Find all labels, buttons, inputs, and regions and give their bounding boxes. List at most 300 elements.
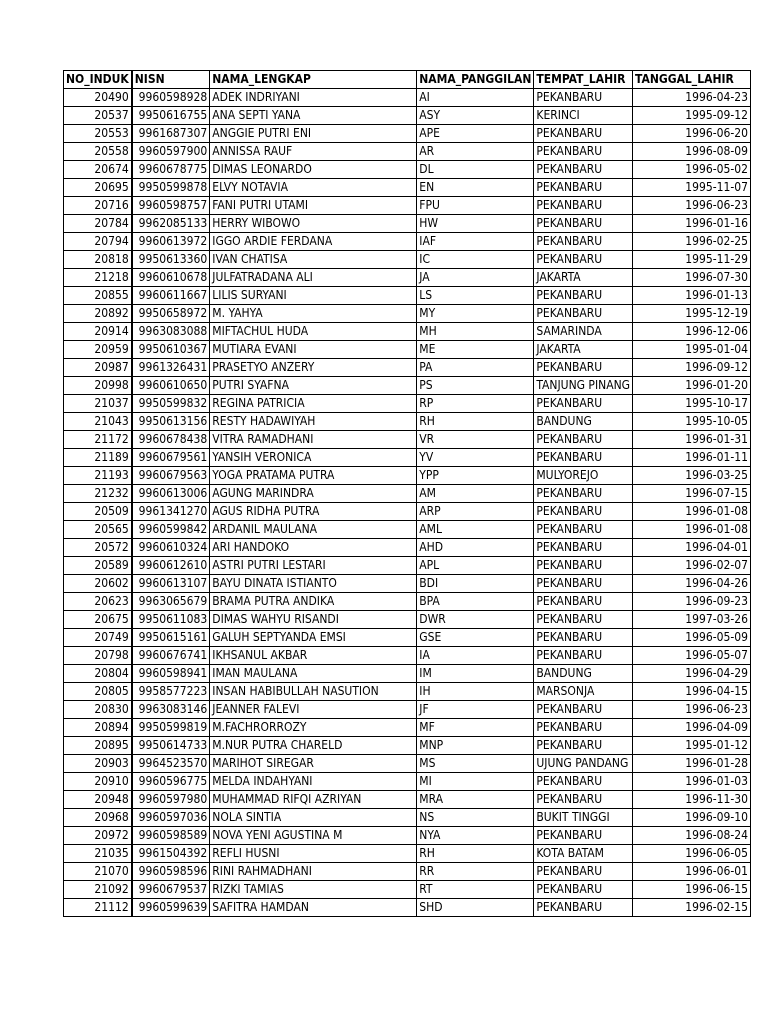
- cell-nama-panggilan[interactable]: IC: [417, 251, 534, 269]
- table-row: [64, 827, 751, 845]
- cell-tanggal-lahir[interactable]: 1996-01-16: [633, 215, 751, 233]
- cell-nama-panggilan[interactable]: BPA: [417, 593, 534, 611]
- cell-tempat-lahir[interactable]: PEKANBARU: [534, 557, 633, 575]
- table-row: [64, 539, 751, 557]
- cell-no-induk[interactable]: 20998: [64, 377, 132, 395]
- cell-tempat-lahir[interactable]: BANDUNG: [534, 413, 633, 431]
- cell-nisn[interactable]: 9960610650: [132, 377, 210, 395]
- cell-no-induk[interactable]: 20987: [64, 359, 132, 377]
- cell-tanggal-lahir[interactable]: 1995-09-12: [633, 107, 751, 125]
- cell-nisn[interactable]: 9950615161: [132, 629, 210, 647]
- cell-tanggal-lahir[interactable]: 1996-06-01: [633, 863, 751, 881]
- cell-nama-lengkap[interactable]: IKHSANUL AKBAR: [210, 647, 417, 665]
- cell-tanggal-lahir[interactable]: 1996-01-31: [633, 431, 751, 449]
- cell-nisn[interactable]: 9960599842: [132, 521, 210, 539]
- cell-nama-panggilan[interactable]: AML: [417, 521, 534, 539]
- cell-nama-lengkap[interactable]: REFLI HUSNI: [210, 845, 417, 863]
- cell-nisn[interactable]: 9961326431: [132, 359, 210, 377]
- cell-tanggal-lahir[interactable]: 1996-06-20: [633, 125, 751, 143]
- header-no-induk[interactable]: NO_INDUK: [64, 71, 132, 89]
- cell-nisn[interactable]: 9950614733: [132, 737, 210, 755]
- cell-nama-panggilan[interactable]: BDI: [417, 575, 534, 593]
- cell-nama-lengkap[interactable]: MELDA INDAHYANI: [210, 773, 417, 791]
- cell-tempat-lahir[interactable]: PEKANBARU: [534, 575, 633, 593]
- cell-nama-panggilan[interactable]: GSE: [417, 629, 534, 647]
- cell-nama-panggilan[interactable]: IH: [417, 683, 534, 701]
- cell-tanggal-lahir[interactable]: 1996-06-23: [633, 701, 751, 719]
- cell-tempat-lahir[interactable]: UJUNG PANDANG: [534, 755, 633, 773]
- cell-tempat-lahir[interactable]: PEKANBARU: [534, 503, 633, 521]
- cell-tanggal-lahir[interactable]: 1995-01-04: [633, 341, 751, 359]
- cell-nama-lengkap[interactable]: ANA SEPTI YANA: [210, 107, 417, 125]
- cell-nama-panggilan[interactable]: RH: [417, 845, 534, 863]
- cell-nama-lengkap[interactable]: ANGGIE PUTRI ENI: [210, 125, 417, 143]
- cell-tanggal-lahir[interactable]: 1996-01-08: [633, 521, 751, 539]
- cell-tanggal-lahir[interactable]: 1996-12-06: [633, 323, 751, 341]
- table-row: [64, 143, 751, 161]
- cell-tanggal-lahir[interactable]: 1996-01-13: [633, 287, 751, 305]
- cell-no-induk[interactable]: 20674: [64, 161, 132, 179]
- cell-nama-panggilan[interactable]: MRA: [417, 791, 534, 809]
- cell-tempat-lahir[interactable]: PEKANBARU: [534, 773, 633, 791]
- cell-no-induk[interactable]: 20805: [64, 683, 132, 701]
- cell-nama-lengkap[interactable]: LILIS SURYANI: [210, 287, 417, 305]
- cell-nisn[interactable]: 9960610324: [132, 539, 210, 557]
- cell-tanggal-lahir[interactable]: 1996-01-20: [633, 377, 751, 395]
- cell-nisn[interactable]: 9958577223: [132, 683, 210, 701]
- cell-nama-panggilan[interactable]: RP: [417, 395, 534, 413]
- cell-no-induk[interactable]: 20695: [64, 179, 132, 197]
- cell-tempat-lahir[interactable]: PEKANBARU: [534, 647, 633, 665]
- cell-tempat-lahir[interactable]: JAKARTA: [534, 341, 633, 359]
- cell-no-induk[interactable]: 20948: [64, 791, 132, 809]
- table-row: [64, 791, 751, 809]
- cell-tanggal-lahir[interactable]: 1995-10-05: [633, 413, 751, 431]
- cell-no-induk[interactable]: 20749: [64, 629, 132, 647]
- cell-tempat-lahir[interactable]: PEKANBARU: [534, 701, 633, 719]
- table-row: [64, 719, 751, 737]
- cell-no-induk[interactable]: 20490: [64, 89, 132, 107]
- cell-nama-panggilan[interactable]: ASY: [417, 107, 534, 125]
- cell-tempat-lahir[interactable]: PEKANBARU: [534, 233, 633, 251]
- cell-tempat-lahir[interactable]: PEKANBARU: [534, 719, 633, 737]
- cell-tempat-lahir[interactable]: PEKANBARU: [534, 629, 633, 647]
- cell-tanggal-lahir[interactable]: 1996-06-05: [633, 845, 751, 863]
- cell-no-induk[interactable]: 20537: [64, 107, 132, 125]
- cell-tempat-lahir[interactable]: PEKANBARU: [534, 179, 633, 197]
- cell-nisn[interactable]: 9961341270: [132, 503, 210, 521]
- cell-no-induk[interactable]: 20894: [64, 719, 132, 737]
- cell-tempat-lahir[interactable]: PEKANBARU: [534, 161, 633, 179]
- cell-nisn[interactable]: 9950610367: [132, 341, 210, 359]
- cell-nama-lengkap[interactable]: AGUNG MARINDRA: [210, 485, 417, 503]
- cell-tempat-lahir[interactable]: TANJUNG PINANG: [534, 377, 633, 395]
- cell-nama-panggilan[interactable]: PA: [417, 359, 534, 377]
- cell-nama-panggilan[interactable]: RR: [417, 863, 534, 881]
- cell-tempat-lahir[interactable]: PEKANBARU: [534, 485, 633, 503]
- cell-tempat-lahir[interactable]: PEKANBARU: [534, 125, 633, 143]
- cell-nisn[interactable]: 9960678438: [132, 431, 210, 449]
- cell-nama-panggilan[interactable]: AM: [417, 485, 534, 503]
- table-row: [64, 413, 751, 431]
- cell-nisn[interactable]: 9960613006: [132, 485, 210, 503]
- cell-nama-panggilan[interactable]: LS: [417, 287, 534, 305]
- cell-no-induk[interactable]: 20892: [64, 305, 132, 323]
- cell-tempat-lahir[interactable]: PEKANBARU: [534, 359, 633, 377]
- cell-tempat-lahir[interactable]: BANDUNG: [534, 665, 633, 683]
- cell-nisn[interactable]: 9960597980: [132, 791, 210, 809]
- cell-nisn[interactable]: 9950599878: [132, 179, 210, 197]
- table-row: [64, 197, 751, 215]
- cell-tempat-lahir[interactable]: JAKARTA: [534, 269, 633, 287]
- cell-nama-lengkap[interactable]: AGUS RIDHA PUTRA: [210, 503, 417, 521]
- cell-nama-panggilan[interactable]: MY: [417, 305, 534, 323]
- cell-nama-lengkap[interactable]: HERRY WIBOWO: [210, 215, 417, 233]
- cell-tanggal-lahir[interactable]: 1996-09-12: [633, 359, 751, 377]
- cell-nama-lengkap[interactable]: ARI HANDOKO: [210, 539, 417, 557]
- cell-no-induk[interactable]: 21043: [64, 413, 132, 431]
- cell-no-induk[interactable]: 20914: [64, 323, 132, 341]
- cell-nama-panggilan[interactable]: FPU: [417, 197, 534, 215]
- cell-nisn[interactable]: 9962085133: [132, 215, 210, 233]
- cell-nisn[interactable]: 9960610678: [132, 269, 210, 287]
- cell-nama-lengkap[interactable]: REGINA PATRICIA: [210, 395, 417, 413]
- cell-tanggal-lahir[interactable]: 1996-08-09: [633, 143, 751, 161]
- cell-nama-lengkap[interactable]: VITRA RAMADHANI: [210, 431, 417, 449]
- cell-nama-panggilan[interactable]: EN: [417, 179, 534, 197]
- cell-nisn[interactable]: 9960597036: [132, 809, 210, 827]
- cell-nama-panggilan[interactable]: YPP: [417, 467, 534, 485]
- cell-nama-panggilan[interactable]: JF: [417, 701, 534, 719]
- cell-tempat-lahir[interactable]: KERINCI: [534, 107, 633, 125]
- cell-nama-panggilan[interactable]: JA: [417, 269, 534, 287]
- cell-no-induk[interactable]: 21193: [64, 467, 132, 485]
- cell-nisn[interactable]: 9960679537: [132, 881, 210, 899]
- cell-tempat-lahir[interactable]: PEKANBARU: [534, 791, 633, 809]
- cell-nisn[interactable]: 9950599832: [132, 395, 210, 413]
- cell-no-induk[interactable]: 20830: [64, 701, 132, 719]
- cell-nisn[interactable]: 9960611667: [132, 287, 210, 305]
- cell-nama-panggilan[interactable]: PS: [417, 377, 534, 395]
- cell-no-induk[interactable]: 21189: [64, 449, 132, 467]
- cell-nisn[interactable]: 9960598941: [132, 665, 210, 683]
- cell-tanggal-lahir[interactable]: 1996-02-25: [633, 233, 751, 251]
- cell-nama-panggilan[interactable]: YV: [417, 449, 534, 467]
- table-row: [64, 521, 751, 539]
- cell-nisn[interactable]: 9961687307: [132, 125, 210, 143]
- cell-tanggal-lahir[interactable]: 1996-03-25: [633, 467, 751, 485]
- cell-nama-lengkap[interactable]: JULFATRADANA ALI: [210, 269, 417, 287]
- cell-nisn[interactable]: 9960613972: [132, 233, 210, 251]
- cell-tempat-lahir[interactable]: PEKANBARU: [534, 431, 633, 449]
- table-row: [64, 647, 751, 665]
- cell-nisn[interactable]: 9960613107: [132, 575, 210, 593]
- cell-tempat-lahir[interactable]: PEKANBARU: [534, 449, 633, 467]
- cell-nama-lengkap[interactable]: MARIHOT SIREGAR: [210, 755, 417, 773]
- cell-nama-lengkap[interactable]: NOLA SINTIA: [210, 809, 417, 827]
- student-data-table: [63, 70, 751, 917]
- cell-no-induk[interactable]: 20798: [64, 647, 132, 665]
- cell-nama-lengkap[interactable]: M.NUR PUTRA CHARELD: [210, 737, 417, 755]
- cell-no-induk[interactable]: 21037: [64, 395, 132, 413]
- cell-nisn[interactable]: 9960598596: [132, 863, 210, 881]
- cell-no-induk[interactable]: 20602: [64, 575, 132, 593]
- cell-nama-panggilan[interactable]: IA: [417, 647, 534, 665]
- cell-tempat-lahir[interactable]: PEKANBARU: [534, 881, 633, 899]
- cell-tanggal-lahir[interactable]: 1996-01-03: [633, 773, 751, 791]
- cell-tanggal-lahir[interactable]: 1996-01-28: [633, 755, 751, 773]
- cell-tempat-lahir[interactable]: PEKANBARU: [534, 215, 633, 233]
- cell-no-induk[interactable]: 20572: [64, 539, 132, 557]
- cell-tempat-lahir[interactable]: PEKANBARU: [534, 197, 633, 215]
- cell-no-induk[interactable]: 20903: [64, 755, 132, 773]
- cell-tanggal-lahir[interactable]: 1997-03-26: [633, 611, 751, 629]
- cell-nama-lengkap[interactable]: RESTY HADAWIYAH: [210, 413, 417, 431]
- cell-nama-lengkap[interactable]: ADEK INDRIYANI: [210, 89, 417, 107]
- cell-nisn[interactable]: 9960678775: [132, 161, 210, 179]
- cell-tanggal-lahir[interactable]: 1996-11-30: [633, 791, 751, 809]
- cell-tempat-lahir[interactable]: PEKANBARU: [534, 395, 633, 413]
- cell-no-induk[interactable]: 20818: [64, 251, 132, 269]
- cell-no-induk[interactable]: 20675: [64, 611, 132, 629]
- cell-tanggal-lahir[interactable]: 1996-09-23: [633, 593, 751, 611]
- cell-tanggal-lahir[interactable]: 1996-04-09: [633, 719, 751, 737]
- cell-nama-panggilan[interactable]: APE: [417, 125, 534, 143]
- cell-nisn[interactable]: 9960598928: [132, 89, 210, 107]
- cell-no-induk[interactable]: 20804: [64, 665, 132, 683]
- cell-nama-panggilan[interactable]: ARP: [417, 503, 534, 521]
- cell-tanggal-lahir[interactable]: 1996-07-30: [633, 269, 751, 287]
- cell-nama-lengkap[interactable]: FANI PUTRI UTAMI: [210, 197, 417, 215]
- cell-no-induk[interactable]: 21070: [64, 863, 132, 881]
- cell-tempat-lahir[interactable]: PEKANBARU: [534, 539, 633, 557]
- cell-nama-panggilan[interactable]: MF: [417, 719, 534, 737]
- cell-nisn[interactable]: 9960612610: [132, 557, 210, 575]
- cell-tanggal-lahir[interactable]: 1996-07-15: [633, 485, 751, 503]
- cell-no-induk[interactable]: 20968: [64, 809, 132, 827]
- cell-nama-panggilan[interactable]: AR: [417, 143, 534, 161]
- cell-nama-lengkap[interactable]: PUTRI SYAFNA: [210, 377, 417, 395]
- cell-nama-panggilan[interactable]: AHD: [417, 539, 534, 557]
- cell-tempat-lahir[interactable]: PEKANBARU: [534, 593, 633, 611]
- cell-nama-panggilan[interactable]: VR: [417, 431, 534, 449]
- cell-tempat-lahir[interactable]: PEKANBARU: [534, 143, 633, 161]
- cell-tanggal-lahir[interactable]: 1995-01-12: [633, 737, 751, 755]
- cell-tanggal-lahir[interactable]: 1996-05-09: [633, 629, 751, 647]
- cell-nama-panggilan[interactable]: RT: [417, 881, 534, 899]
- cell-nisn[interactable]: 9960679563: [132, 467, 210, 485]
- cell-nama-panggilan[interactable]: DWR: [417, 611, 534, 629]
- cell-nisn[interactable]: 9950616755: [132, 107, 210, 125]
- cell-tempat-lahir[interactable]: KOTA BATAM: [534, 845, 633, 863]
- cell-nama-lengkap[interactable]: YANSIH VERONICA: [210, 449, 417, 467]
- cell-nama-panggilan[interactable]: IAF: [417, 233, 534, 251]
- cell-nisn[interactable]: 9950613156: [132, 413, 210, 431]
- cell-no-induk[interactable]: 21172: [64, 431, 132, 449]
- cell-nama-lengkap[interactable]: DIMAS WAHYU RISANDI: [210, 611, 417, 629]
- cell-no-induk[interactable]: 21218: [64, 269, 132, 287]
- cell-nama-panggilan[interactable]: MS: [417, 755, 534, 773]
- table-row: [64, 233, 751, 251]
- cell-tempat-lahir[interactable]: SAMARINDA: [534, 323, 633, 341]
- cell-nama-lengkap[interactable]: MUTIARA EVANI: [210, 341, 417, 359]
- cell-nama-lengkap[interactable]: DIMAS LEONARDO: [210, 161, 417, 179]
- cell-tanggal-lahir[interactable]: 1996-04-01: [633, 539, 751, 557]
- cell-nama-lengkap[interactable]: SAFITRA HAMDAN: [210, 899, 417, 917]
- cell-tempat-lahir[interactable]: PEKANBARU: [534, 737, 633, 755]
- cell-nama-lengkap[interactable]: IGGO ARDIE FERDANA: [210, 233, 417, 251]
- cell-tanggal-lahir[interactable]: 1995-11-29: [633, 251, 751, 269]
- cell-nisn[interactable]: 9960676741: [132, 647, 210, 665]
- table-row: [64, 503, 751, 521]
- cell-nisn[interactable]: 9964523570: [132, 755, 210, 773]
- cell-nama-panggilan[interactable]: MNP: [417, 737, 534, 755]
- cell-nisn[interactable]: 9960596775: [132, 773, 210, 791]
- cell-tanggal-lahir[interactable]: 1996-02-07: [633, 557, 751, 575]
- cell-nama-lengkap[interactable]: INSAN HABIBULLAH NASUTION: [210, 683, 417, 701]
- cell-no-induk[interactable]: 20623: [64, 593, 132, 611]
- cell-tempat-lahir[interactable]: PEKANBARU: [534, 251, 633, 269]
- table-row: [64, 593, 751, 611]
- cell-no-induk[interactable]: 20895: [64, 737, 132, 755]
- cell-no-induk[interactable]: 20959: [64, 341, 132, 359]
- cell-nisn[interactable]: 9960598589: [132, 827, 210, 845]
- header-nama-panggilan[interactable]: NAMA_PANGGILAN: [417, 71, 534, 89]
- cell-nisn[interactable]: 9960597900: [132, 143, 210, 161]
- cell-nama-panggilan[interactable]: DL: [417, 161, 534, 179]
- cell-nisn[interactable]: 9950611083: [132, 611, 210, 629]
- cell-nama-lengkap[interactable]: NOVA YENI AGUSTINA M: [210, 827, 417, 845]
- cell-nama-panggilan[interactable]: NS: [417, 809, 534, 827]
- cell-tanggal-lahir[interactable]: 1996-04-29: [633, 665, 751, 683]
- table-row: [64, 107, 751, 125]
- cell-no-induk[interactable]: 21112: [64, 899, 132, 917]
- cell-nama-panggilan[interactable]: ME: [417, 341, 534, 359]
- cell-no-induk[interactable]: 20855: [64, 287, 132, 305]
- cell-nama-lengkap[interactable]: YOGA PRATAMA PUTRA: [210, 467, 417, 485]
- cell-tanggal-lahir[interactable]: 1996-06-15: [633, 881, 751, 899]
- cell-nisn[interactable]: 9950599819: [132, 719, 210, 737]
- cell-tempat-lahir[interactable]: PEKANBARU: [534, 89, 633, 107]
- cell-tempat-lahir[interactable]: MARSONJA: [534, 683, 633, 701]
- header-tanggal-lahir[interactable]: TANGGAL_LAHIR: [633, 71, 751, 89]
- cell-nama-lengkap[interactable]: ARDANIL MAULANA: [210, 521, 417, 539]
- cell-nama-lengkap[interactable]: ELVY NOTAVIA: [210, 179, 417, 197]
- cell-no-induk[interactable]: 20910: [64, 773, 132, 791]
- cell-nisn[interactable]: 9960599639: [132, 899, 210, 917]
- cell-no-induk[interactable]: 20716: [64, 197, 132, 215]
- cell-tanggal-lahir[interactable]: 1995-11-07: [633, 179, 751, 197]
- cell-nama-panggilan[interactable]: MH: [417, 323, 534, 341]
- cell-no-induk[interactable]: 20794: [64, 233, 132, 251]
- cell-nama-panggilan[interactable]: APL: [417, 557, 534, 575]
- cell-tempat-lahir[interactable]: PEKANBARU: [534, 899, 633, 917]
- cell-tempat-lahir[interactable]: PEKANBARU: [534, 305, 633, 323]
- cell-nama-lengkap[interactable]: ASTRI PUTRI LESTARI: [210, 557, 417, 575]
- cell-nama-lengkap[interactable]: RINI RAHMADHANI: [210, 863, 417, 881]
- cell-tempat-lahir[interactable]: BUKIT TINGGI: [534, 809, 633, 827]
- cell-no-induk[interactable]: 20553: [64, 125, 132, 143]
- cell-nisn[interactable]: 9961504392: [132, 845, 210, 863]
- cell-tanggal-lahir[interactable]: 1996-04-23: [633, 89, 751, 107]
- cell-no-induk[interactable]: 21092: [64, 881, 132, 899]
- cell-nisn[interactable]: 9950658972: [132, 305, 210, 323]
- cell-nisn[interactable]: 9950613360: [132, 251, 210, 269]
- cell-nisn[interactable]: 9963083088: [132, 323, 210, 341]
- cell-nama-lengkap[interactable]: RIZKI TAMIAS: [210, 881, 417, 899]
- cell-nama-lengkap[interactable]: M.FACHRORROZY: [210, 719, 417, 737]
- cell-tanggal-lahir[interactable]: 1996-04-15: [633, 683, 751, 701]
- cell-no-induk[interactable]: 20509: [64, 503, 132, 521]
- cell-tempat-lahir[interactable]: PEKANBARU: [534, 863, 633, 881]
- cell-nama-lengkap[interactable]: GALUH SEPTYANDA EMSI: [210, 629, 417, 647]
- cell-nama-lengkap[interactable]: IMAN MAULANA: [210, 665, 417, 683]
- cell-tanggal-lahir[interactable]: 1996-01-08: [633, 503, 751, 521]
- cell-nisn[interactable]: 9960598757: [132, 197, 210, 215]
- cell-tanggal-lahir[interactable]: 1996-06-23: [633, 197, 751, 215]
- cell-nama-lengkap[interactable]: MIFTACHUL HUDA: [210, 323, 417, 341]
- cell-tempat-lahir[interactable]: MULYOREJO: [534, 467, 633, 485]
- cell-nisn[interactable]: 9963065679: [132, 593, 210, 611]
- cell-nama-panggilan[interactable]: RH: [417, 413, 534, 431]
- cell-nama-panggilan[interactable]: IM: [417, 665, 534, 683]
- cell-nama-lengkap[interactable]: BAYU DINATA ISTIANTO: [210, 575, 417, 593]
- cell-no-induk[interactable]: 21035: [64, 845, 132, 863]
- cell-tanggal-lahir[interactable]: 1996-01-11: [633, 449, 751, 467]
- cell-no-induk[interactable]: 20972: [64, 827, 132, 845]
- header-nama-lengkap[interactable]: NAMA_LENGKAP: [210, 71, 417, 89]
- table-row: [64, 395, 751, 413]
- cell-nama-lengkap[interactable]: MUHAMMAD RIFQI AZRIYAN: [210, 791, 417, 809]
- cell-tempat-lahir[interactable]: PEKANBARU: [534, 611, 633, 629]
- cell-tempat-lahir[interactable]: PEKANBARU: [534, 827, 633, 845]
- cell-nama-lengkap[interactable]: IVAN CHATISA: [210, 251, 417, 269]
- table-row: [64, 557, 751, 575]
- cell-no-induk[interactable]: 20589: [64, 557, 132, 575]
- cell-no-induk[interactable]: 20558: [64, 143, 132, 161]
- cell-nama-lengkap[interactable]: JEANNER FALEVI: [210, 701, 417, 719]
- header-nisn[interactable]: NISN: [132, 71, 210, 89]
- cell-no-induk[interactable]: 20784: [64, 215, 132, 233]
- cell-tanggal-lahir[interactable]: 1996-04-26: [633, 575, 751, 593]
- cell-tempat-lahir[interactable]: PEKANBARU: [534, 521, 633, 539]
- table-row: [64, 323, 751, 341]
- cell-nama-panggilan[interactable]: SHD: [417, 899, 534, 917]
- cell-nama-panggilan[interactable]: MI: [417, 773, 534, 791]
- cell-nisn[interactable]: 9960679561: [132, 449, 210, 467]
- cell-nama-lengkap[interactable]: M. YAHYA: [210, 305, 417, 323]
- header-tempat-lahir[interactable]: TEMPAT_LAHIR: [534, 71, 633, 89]
- cell-nama-panggilan[interactable]: HW: [417, 215, 534, 233]
- cell-nama-lengkap[interactable]: PRASETYO ANZERY: [210, 359, 417, 377]
- cell-tanggal-lahir[interactable]: 1996-02-15: [633, 899, 751, 917]
- cell-nama-lengkap[interactable]: ANNISSA RAUF: [210, 143, 417, 161]
- cell-nama-panggilan[interactable]: NYA: [417, 827, 534, 845]
- cell-nisn[interactable]: 9963083146: [132, 701, 210, 719]
- cell-no-induk[interactable]: 21232: [64, 485, 132, 503]
- cell-tanggal-lahir[interactable]: 1996-05-02: [633, 161, 751, 179]
- cell-tanggal-lahir[interactable]: 1996-05-07: [633, 647, 751, 665]
- cell-tempat-lahir[interactable]: PEKANBARU: [534, 287, 633, 305]
- cell-tanggal-lahir[interactable]: 1996-09-10: [633, 809, 751, 827]
- cell-nama-lengkap[interactable]: BRAMA PUTRA ANDIKA: [210, 593, 417, 611]
- table-row: [64, 215, 751, 233]
- cell-nama-panggilan[interactable]: AI: [417, 89, 534, 107]
- cell-tanggal-lahir[interactable]: 1996-08-24: [633, 827, 751, 845]
- cell-no-induk[interactable]: 20565: [64, 521, 132, 539]
- cell-tanggal-lahir[interactable]: 1995-10-17: [633, 395, 751, 413]
- cell-tanggal-lahir[interactable]: 1995-12-19: [633, 305, 751, 323]
